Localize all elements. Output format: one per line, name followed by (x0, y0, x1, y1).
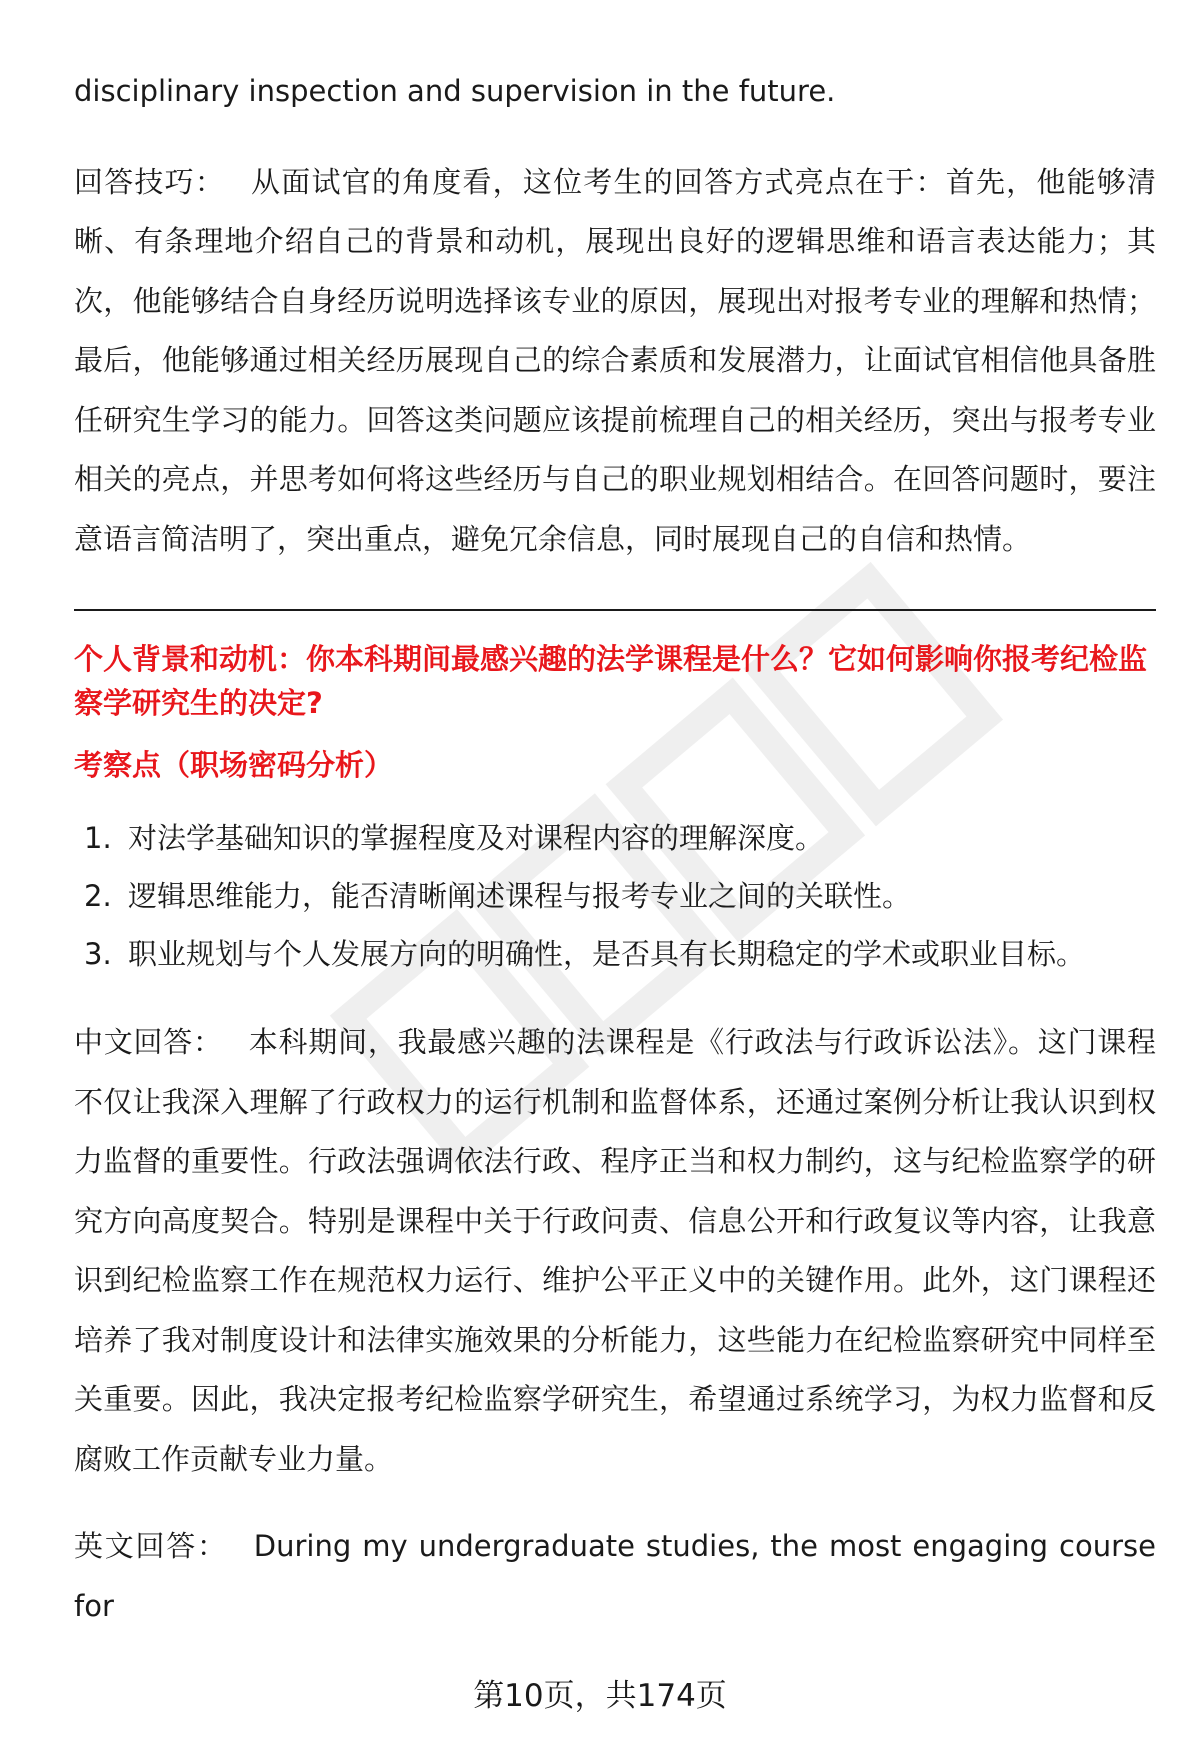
english-answer-label: 英文回答： (74, 1529, 228, 1563)
page-footer: 第10页，共174页 (473, 1678, 727, 1714)
list-item-text: 职业规划与个人发展方向的明确性，是否具有长期稳定的学术或职业目标。 (128, 937, 1086, 971)
list-item-text: 逻辑思维能力，能否清晰阐述课程与报考专业之间的关联性。 (128, 879, 912, 913)
focus-points-list (74, 809, 1156, 983)
list-item-number: 1. (84, 821, 112, 855)
list-item (74, 867, 1156, 925)
list-item-text: 对法学基础知识的掌握程度及对课程内容的理解深度。 (128, 821, 825, 855)
chinese-answer-paragraph (74, 1013, 1156, 1489)
english-answer-paragraph (74, 1517, 1156, 1636)
list-item (74, 925, 1156, 983)
chinese-answer-label: 中文回答： (74, 1025, 223, 1059)
list-item-number: 3. (84, 937, 112, 971)
chinese-answer-text: 本科期间，我最感兴趣的法课程是《行政法与行政诉讼法》。这门课程不仅让我深入理解了行政权力的运行机制和监督体系，还通过案例分析让我认识到权力监督的重要性。行政法强调依法行政、程序正当和权力制约，这与纪检监察学的研究方向高度契合。特别是课程中关于行政问责、信息公开和行政复议等内容，让我意识到纪检监察工作在规范权力运行、维护公平正义中的关键作用。此外，这门课程还培养了我对制度设计和法律实施效果的分析能力，这些能力在纪检监察研究中同样至关重要。因此，我决定报考纪检监察学研究生，希望通过系统学习，为权力监督和反腐败工作贡献专业力量。 (74, 1025, 1156, 1476)
main-content (74, 62, 1156, 1636)
answer-tips-paragraph (74, 153, 1156, 570)
list-item-number: 2. (84, 879, 112, 913)
english-answer-text: During my undergraduate studies, the most engaging course for (74, 1529, 1156, 1623)
list-item (74, 809, 1156, 867)
answer-tips-label: 回答技巧： (74, 164, 226, 199)
intro-tail-text: disciplinary inspection and supervision in the future. (74, 74, 836, 108)
question-title: 个人背景和动机：你本科期间最感兴趣的法学课程是什么？它如何影响你报考纪检监察学研究生的决定? (74, 642, 1148, 720)
focus-points-title: 考察点（职场密码分析） (74, 748, 394, 782)
answer-tips-text: 从面试官的角度看，这位考生的回答方式亮点在于：首先，他能够清晰、有条理地介绍自己的背景和动机，展现出良好的逻辑思维和语言表达能力；其次，他能够结合自身经历说明选择该专业的原因，展现出对报考专业的理解和热情；最后，他能够通过相关经历展现自己的综合素质和发展潜力，让面试官相信他具备胜任研究生学习的能力。回答这类问题应该提前梳理自己的相关经历，突出与报考专业相关的亮点，并思考如何将这些经历与自己的职业规划相结合。在回答问题时，要注意语言简洁明了，突出重点，避免冗余信息，同时展现自己的自信和热情。 (74, 164, 1156, 556)
